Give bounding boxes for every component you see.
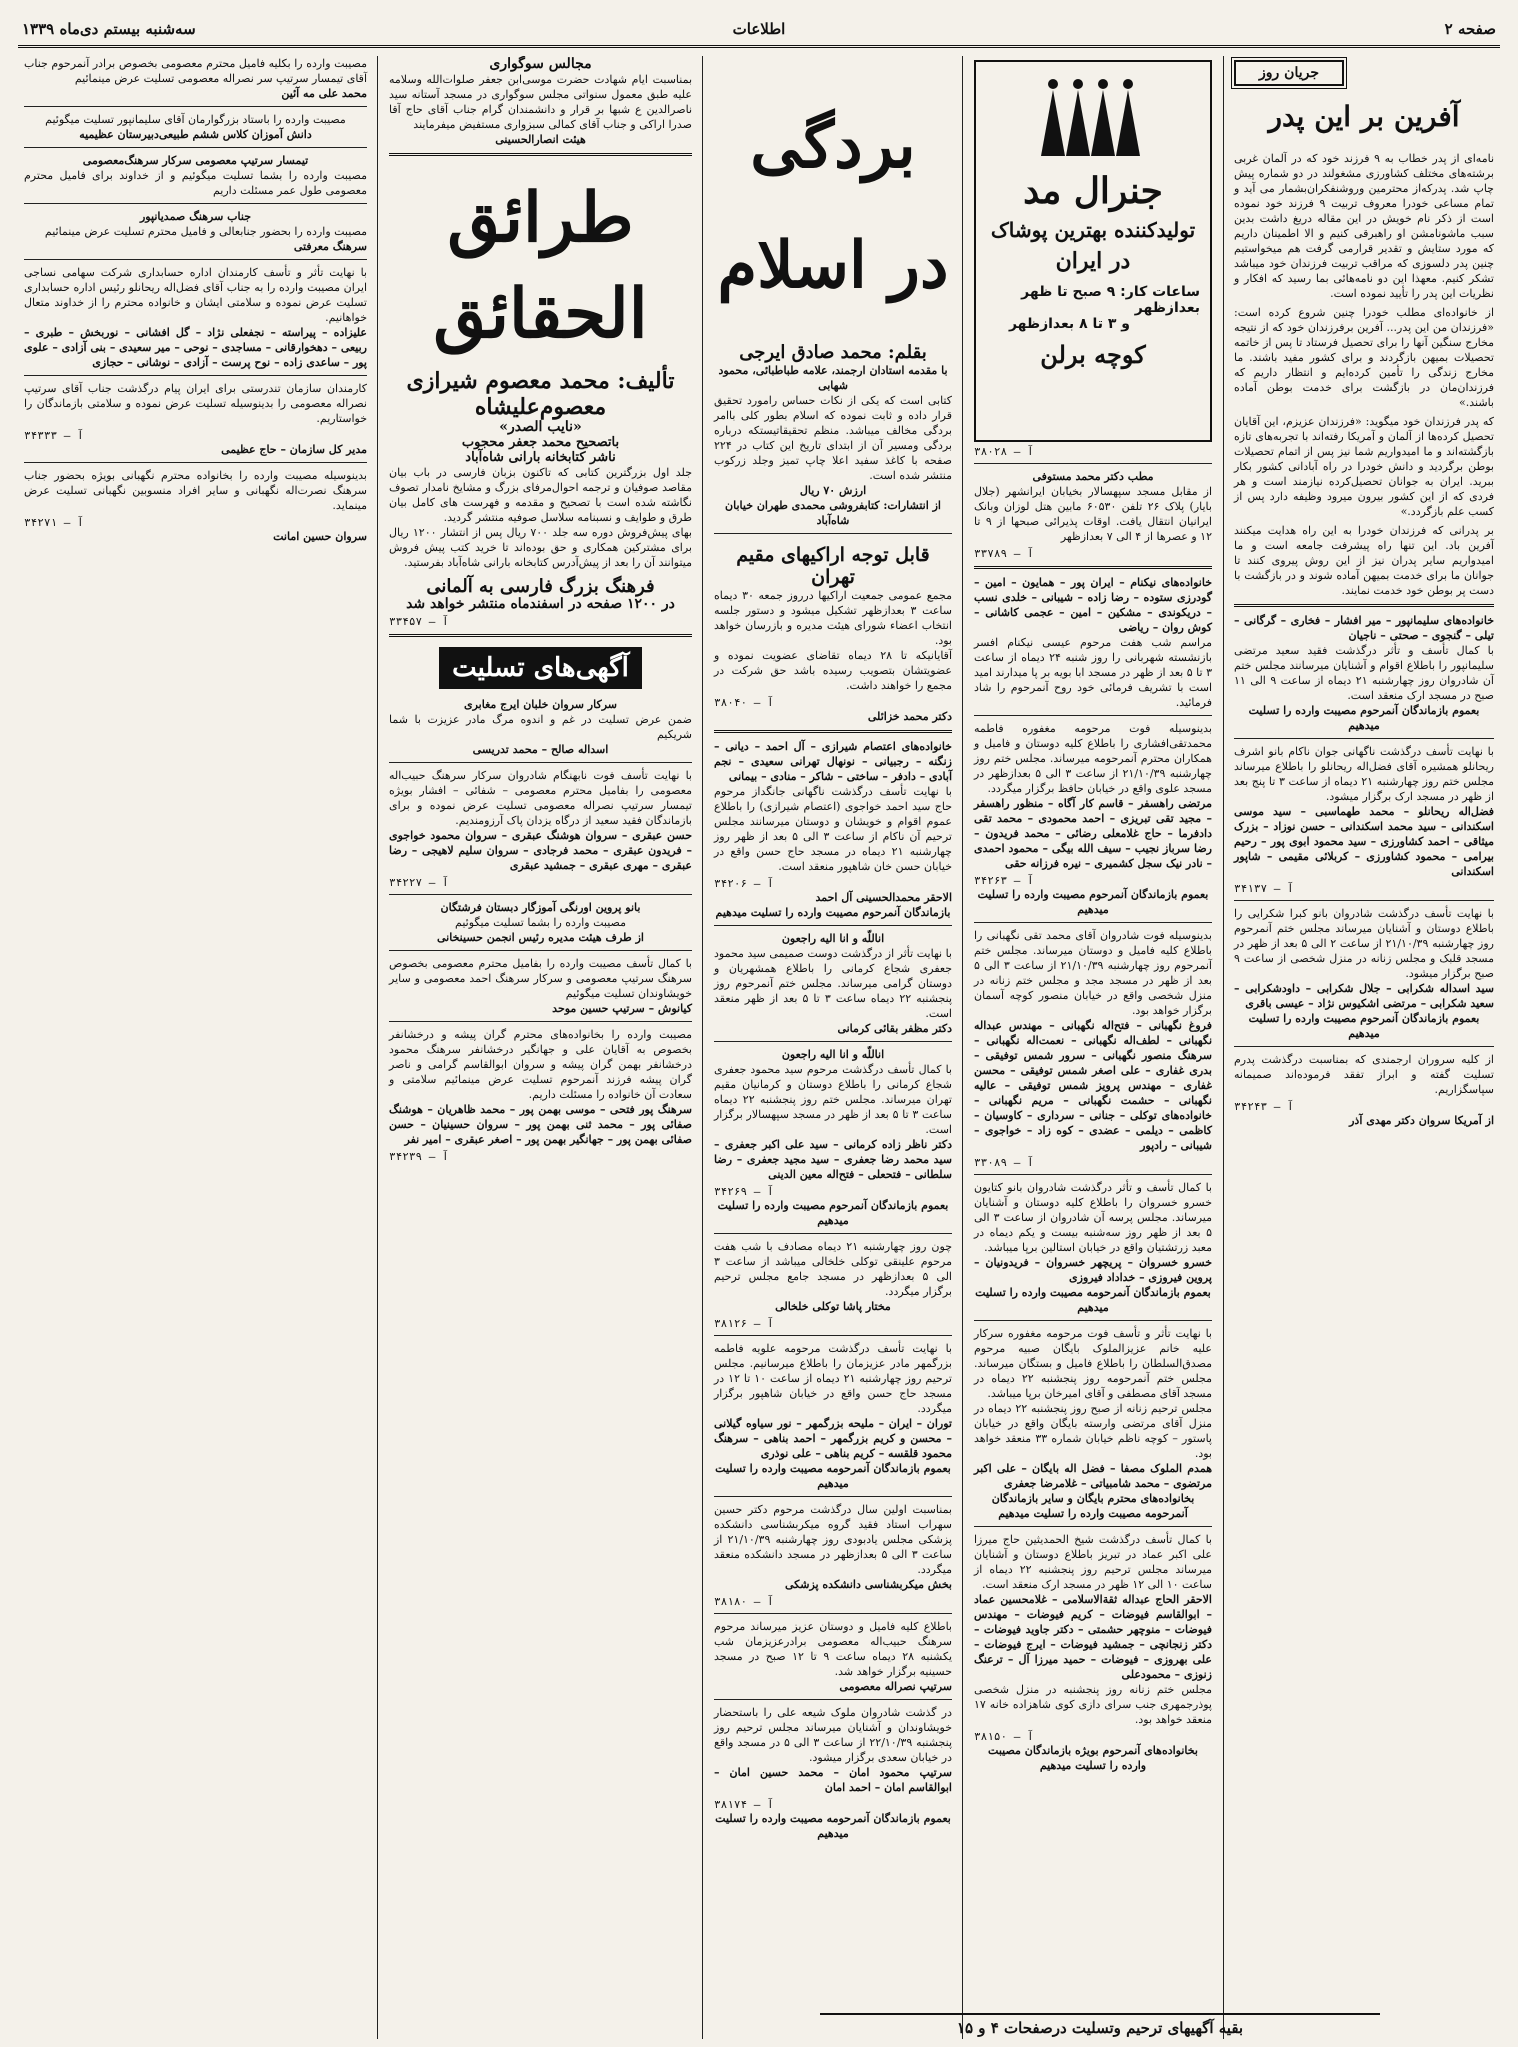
condolence-notice [974,928,1212,1169]
condolence-notice [24,56,367,101]
condolence-notice [974,721,1212,917]
condolence-notice [389,768,692,889]
book-description: کتابی است که یکی از نکات حساس رامورد تحقیق قرار داده و ثابت نموده که اسلام بطور کلی باامر بردگی مخالف میباشد. منظم تحقیقاتیستکه درباره بردگی ومسیر آن از ابتدای تاریخ این کتاب در ۲۲۴ صفحه با کاغذ سفید اعلا چاپ تمیز وجلد زرکوب منتشر شده است. [714,394,952,482]
ad-code: آ – ۳۴۲۶۳ [974,874,1034,887]
divider [24,462,367,463]
notice-sign: هیئت انصارالحسینی [495,133,586,146]
notice-sign: محمد علی مه آئین [281,87,367,100]
notice-text: بمناسبت ایام شهادت حضرت موسی‌ابن جعفر صلوات‌الله وسلامه علیه طبق معمول سنواتی مجلس سوگواری در مسجد آستانه سید ناصرالدین ع شبها بر قرار و دانشمندان گرام جناب آقای حاج آقا صدرا اراکی و جناب آقای کمالی سبزواری مستفیض میفرمایند [389,73,692,131]
ad-slogan: در ایران [1055,248,1131,274]
divider [714,1496,952,1497]
notice-sign: الاحقر محمدالحسینی آل احمد [815,891,952,904]
notice-names: خانواده‌های سلیمانپور – میر افشار – فخاری – گرگانی – تیلی – گنجوی – صحتی – ناجیان [1234,614,1494,642]
condolence-notice [1234,613,1494,733]
condolence-notice [24,381,367,457]
notice-footer: بازماندگان آنمرحوم مصیبت وارده را تسلیت میدهیم [715,906,951,919]
column-divider [962,56,963,2039]
ad-code: آ – ۳۸۱۲۶ [714,1317,774,1330]
condolence-notice [714,931,952,1036]
notice-heading: جناب سرهنگ صمدیانپور [140,210,251,223]
notice-text: مصیبت وارده را بشما تسلیت میگوئیم و از خداوند برای فامیل محترم معصومی طول عمر مسئلت داریم [24,169,367,197]
notice-footer: بعموم بازماندگان آنمرحومه مصیبت وارده را تسلیت میدهیم [715,1812,951,1840]
book-price: ارزش ۷۰ ریال [799,484,867,497]
notice-names: خانواده‌های اعتصام شیرازی – آل احمد – دیانی – زنگنه – رجبیانی – نونهال تهرانی سعیدی – نجم آبادی – دادفر – ساختی – شاکر – منادی – بیمانی [714,740,952,783]
notice-footer: بعموم بازماندگان آنمرحومه مصیبت وارده را تسلیت میدهیم [715,1462,951,1490]
notice-names: فضل‌اله ریحانلو – محمد طهماسبی – سید موسی اسکندانی – سید محمد اسکندانی – حسن نوزاد – بزرک میثاقی – احمد کشاورزی – سید محمود ابوی پور – رحیم بیرامی – محمود کشاورزی – کربلائی مقیمی – شاپور اسکندانی [1234,805,1494,878]
notice-names: همدم الملوک مصفا – فضل اله بایگان – علی اکبر مرتضوی – محمد شامبیاتی – غلامرضا جعفری [974,1462,1212,1490]
book-title: طرائق الحقائق [433,178,648,354]
divider [974,566,1212,569]
divider [714,925,952,926]
condolence-notice [974,1180,1212,1315]
notice-text: با نهایت تأسف فوت نابهنگام شادروان سرکار سرهنگ حبیب‌اله معصومی را بفامیل محترم معصومی – شفائی – افشار بویژه تیمسار سرتیپ نصراله معصومی تسلیت عرض نموده و برای بازماندگان فقید سعید از درگاه یزدان پاک آرزومندیم. [389,769,692,827]
notice-sign: از طرف هیئت مدیره رئیس انجمن حسینخانی [437,931,644,944]
condolence-notice [974,1532,1212,1773]
notice-sign: اسداله صالح – محمد تدریسی [472,743,609,756]
notice-text: مجلس ختم زنانه روز پنجشنبه در منزل شخصی پوذرجمهری جنب سرای دازی کوی شاهزاده خانه ۱۷ منعقد خواهد بود. [974,1683,1212,1726]
dictionary-title: فرهنگ بزرگ فارسی به آلمانی [426,576,655,597]
ad-code: آ – ۳۸۱۷۴ [714,1798,774,1811]
notice-text: ضمن عرض تسلیت در غم و اندوه مرگ مادر عزیزت با شما شریکیم [389,713,692,741]
general-mode-ad [974,60,1212,442]
article-paragraph: از خانواده‌ای مطلب خودرا چنین شروع کرده است: «فرزندان من این پدر... آفرین برفرزندان خود که از نتیجه مخارج سنگین آنها را برای تحصیل فرستاد تا پس از خاتمه تحصیلات بمیهن بازگردند و برای کشور مفید باشند. ما مخارج زندگی را تأمین کرده‌ایم و انتظار داریم که فرزندان‌مان در بازگشت برای خدمت بوطن آماده باشند.» [1234,306,1494,409]
page-header [18,18,1500,48]
divider [714,1335,952,1336]
notice-names: الاحقر الحاج عبداله ثقة‌الاسلامی – غلامحسین عماد – ابوالقاسم فیوضات – کریم فیوضات – مهندس فیوضات – منوچهر حشمتی – دکتر جاوید فیوضات – دکتر زنجانچی – جمشید فیوضات – ایرج فیوضات – علی بهروزی – فیوضات – حمید میرزا آل – ترعنگ زنوزی – محمودعلی [974,1593,1212,1681]
notice-text: با کمال تأسف درگذشت مرحوم سید محمود جعفری شجاع کرمانی را باطلاع دوستان و کرمانیان مقیم تهران میرساند. مجلس ختم روز پنجشنبه ۲۲ دیماه ساعت ۳ تا ۵ بعد از ظهر در مسجد سپهسالار برگزار است. [714,1063,952,1136]
notice-text: باطلاع کلیه فامیل و دوستان عزیز میرساند مرحوم سرهنگ حبیب‌اله معصومی برادرعزیزمان شب یکشنبه ۲۸ دیماه ساعت ۹ تا ۱۲ صبح در مسجد حسینیه برگزار خواهد شد. [714,1620,953,1678]
divider [389,153,692,156]
notice-heading: سرکار سروان خلبان ایرج مغابری [463,698,617,711]
divider [714,730,952,733]
notice-text: مصیبت وارده را بحضور جنابعالی و فامیل محترم تسلیت عرض مینمائیم [44,225,367,238]
column-ads-2 [708,56,958,2039]
book-intro: با مقدمه استادان ارجمند، علامه طباطبائی، محمود شهابی [718,364,948,392]
newspaper-page [18,0,1500,2047]
divider [389,950,692,951]
book-editor: باتصحیح محمد جعفر محجوب [461,435,620,450]
notice-text: با کمال تأسف و تأثر درگذشت شادروان بانو کتایون خسرو خسروان را باطلاع کلیه دوستان و آشنایان میرساند. مجلس پرسه آن شادروان از ساعت ۳ الی ۵ بعد از ظهر روز سه‌شنبه بیست و یکم دیماه در معبد زرتشتیان واقع در خیابان استالین برپا میباشد. [974,1181,1212,1254]
divider [714,1233,952,1234]
notice-sign: کیانوش – سرتیپ حسین موحد [552,1002,692,1015]
notice-text: آقایانیکه تا ۲۸ دیماه تقاضای عضویت نموده و عضویتشان بتصویب رسیده باشد حق شرکت در مجمع را خواهند داشت. [714,649,953,692]
notice-text: مجلس ترحیم زنانه از صبح روز پنجشنبه ۲۲ دیماه در منزل آقای مرتضی وارسته بایگان واقع در خیابان پاستور – کوچه ناظم خیابان شماره ۳۳ منعقد خواهد بود. [974,1402,1212,1460]
divider [714,1041,952,1042]
notice-names: علیزاده – پیراسته – نجفعلی نژاد – گل افشانی – نوربخش – طبری – ربیعی – دهخوارقانی – مساجدی – نوحی – میر سعیدی – بنی آزادی – علوی پور – ساعدی زاده – نوح پرست – آزادی – نوشانی – حجازی [24,326,367,369]
continuation-note: بقیه آگهیهای ترحیم وتسلیت درصفحات ۴ و ۱۵ [820,2013,1380,2037]
notice-text: با نهایت تأسف درگذشت ناگهانی جوان ناکام بانو اشرف ریحانلو همشیره آقای فضل‌اله ریحانلو را باطلاع میرساند مجلس ختم روز چهارشنبه ۲۱ دیماه از ساعت ۳ تا پنج بعد از ظهر در مسجد ارک برگزار میشود. [1234,745,1494,803]
notice-text: مصیبت وارده را بکلیه فامیل محترم معصومی بخصوص برادر آنمرحوم جناب آقای تیمسار سرتیپ سر نصراله معصومی تسلیت عرض مینمائیم [24,57,367,85]
condolence-section-header: آگهی‌های تسلیت [439,647,642,689]
notice-sign: سرهنگ معرفتی [293,240,367,253]
memorial-notice [714,1502,952,1608]
ad-code: آ – ۳۴۲۰۶ [714,877,774,890]
issue-date: سه‌شنبه بیستم دی‌ماه ۱۳۳۹ [22,20,196,38]
notice-text: بدینوسیله فوت مرحومه مغفوره فاطمه محمدتقی‌افشاری را باطلاع کلیه دوستان و فامیل و همکاران محترم آنمرحومه میرساند. مجلس ختم روز چهارشنبه ۲۱/۱۰/۳۹ از ساعت ۳ الی ۵ بعدازظهر در مسجد علوی واقع در خیابان حافظ برگزار میگردد. [974,722,1212,795]
notice-text: از مقابل مسجد سپهسالار بخیابان ایرانشهر (جلال بایار) پلاک ۲۶ تلفن ۶۰۵۳۰ مابین هتل لوزان وبانک ایرانیان انتقال یافت. اوقات پذیرائی صبحها از ۹ تا ۱۲ و عصرها از ۴ الی ۷ بعدازظهر [974,485,1212,543]
divider [24,147,367,148]
hours-value: و ۳ تا ۸ بعدازظهر [1008,316,1130,332]
divider [974,1174,1212,1175]
notice-text: مجمع عمومی جمعیت اراکیها درروز جمعه ۳۰ دیماه ساعت ۳ بعدازظهر تشکیل میشود و دستور جلسه انتخاب اعضاء شورای هیئت مدیره و بازرسان خواهد بود. [714,589,953,647]
ad-code: آ – ۳۳۴۵۷ [389,615,449,628]
ad-slogan: تولیدکننده بهترین پوشاک [990,218,1196,242]
notice-text: با نهایت تأسف درگذشت شادروان بانو کبرا شکرایی را باطلاع دوستان و آشنایان میرساند مجلس ختم آنمرحوم روز چهارشنبه ۲۱/۱۰/۳۹ از ساعت ۲ الی ۵ بعد از ظهر در مسجد قلبک و مجلس زنانه در منزل شخصی از ساعت ۹ صبح برگزار میشود. [1234,907,1494,980]
doctor-notice [974,469,1212,560]
notice-text: بدینوسیله فوت شادروان آقای محمد تقی نگهبانی را باطلاع کلیه فامیل و دوستان میرساند. مجلس ختم آنمرحوم روز چهارشنبه ۲۱/۱۰/۳۹ از ساعت ۳ الی ۵ بعد از ظهر در مسجد مجد و مجلس ختم زنانه در منزل شخصی واقع در خیابان منصور کوچه آسمان برگزار خواهد بود. [974,929,1212,1017]
thanks-notice [1234,1052,1494,1128]
notice-title: قابل توجه اراکیهای مقیم تهران [736,544,930,588]
notice-text: مصیبت وارده را بشما تسلیت میگوئیم [455,916,626,929]
notice-footer: بعموم بازماندگان آنمرحوم مصیبت وارده را تسلیت میدهیم [1248,704,1480,732]
notice-footer: بخانواده‌های آنمرحوم بویژه بازماندگان مصیبت وارده را تسلیت میدهیم [988,1744,1198,1772]
notice-sign: از آمریکا سروان دکتر مهدی آذر [1349,1114,1494,1127]
book-title: بردگی در اسلام [717,108,949,303]
notice-text: بمناسبت اولین سال درگذشت مرحوم دکتر حسین سهراب استاد فقید گروه میکربشناسی دانشکده پزشکی مجلس یادبودی روز چهارشنبه ۲۱/۱۰/۳۹ از ساعت ۳ الی ۵ بعدازظهر در مسجد دانشکده منعقد میگردد. [714,1503,952,1576]
notice-names: خسرو خسروان – پریچهر خسروان – فریدونیان – پروین فیروزی – خداداد فیروزی [974,1256,1212,1284]
notice-names: سرتیپ محمود امان – محمد حسین امان – ابوالقاسم امان – احمد امان [714,1766,952,1794]
ad-code: آ – ۳۸۰۴۰ [714,696,774,709]
ad-code: آ – ۳۴۲۳۹ [389,1150,449,1163]
article-title: آفرین بر این پدر [1268,100,1460,133]
page-number: صفحه ۲ [1444,20,1496,38]
notice-heading: بانو پروین اورنگی آموزگار دبستان فرشتگان [440,901,641,914]
notice-text: در گذشت شادروان ملوک شیعه علی را باستحضار خویشاوندان و آشنایان میرساند مجلس ترحیم روز پنجشنبه ۲۲/۱۰/۳۹ از ساعت ۳ الی ۵ در مسجد واقع در خیابان سعدی برگزار میشود. [714,1706,953,1764]
notice-text: با کمال تأسف مصیبت وارده را بفامیل محترم معصومی بخصوص سرهنگ سرتیپ معصومی و سرکار سرهنگ احمد معصومی و سایر خویشاوندان تسلیت میگوئیم [389,957,692,1000]
notice-title: مطب دکتر محمد مستوفی [1032,470,1154,483]
condolence-notice [24,153,367,198]
notice-names: خانواده‌های نیکنام – ایران پور – همایون – امین – گودرزی ستوده – رضا زاده – شیبانی – خلدی نسب – دریکوندی – مشکین – امین‌ – عجمی کاشانی – کوش روان – ریاضی [974,576,1212,634]
notice-text: مصیبت وارده را باستاد بزرگوارمان آقای سلیمانپور تسلیت میگوئیم [45,113,346,126]
book-description: بهای پیش‌فروش دوره سه جلد ۷۰۰ ریال پس از انتشار ۱۲۰۰ ریال برای مشترکین همکاری و حق بوده‌اند تا خرید کتب پیش فروش میتوانند آن را بعد از پیش‌آدرس کتابخانه بارانی شاه‌آباد بفرستید. [389,526,692,569]
book-publisher: از انتشارات: کتابفروشی محمدی طهران خیابان شاه‌آباد [725,499,941,527]
notice-text: بدینوسیله مصیبت وارده را بخانواده محترم نگهبانی بویژه بحضور جناب سرهنگ نصرت‌اله نگهبانی و سایر افراد منسوبین نگهبانی تسلیت عرض مینماید. [24,469,367,512]
working-hours [986,284,1200,332]
notice-text: با نهایت تأثر و تأسف فوت مرحومه مغفوره سرکار علیه خانم عزیزالملوک بایگان صبیه مرحوم مصدق‌السلطان را باطلاع فامیل و بستگان میرساند. مجلس ختم آنمرحومه روز پنجشنبه ۲۲ دیماه در مسجد آقای مصطفی و آقای امیرخان برپا میباشد. [974,1327,1212,1400]
notice-text: با کمال تأسف و تأثر درگذشت فقید سعید مرتضی سلیمانپور را باطلاع اقوام و آشنایان میرسانند مجلس ختم آن شادروان روز چهارشنبه ۲۱ دیماه از ساعت ۹ الی ۱۱ صبح در مسجد ارک منعقد است. [1234,644,1494,702]
notice-sign: سرتیپ نصراله معصومی [839,1680,952,1693]
notice-text: با نهایت تأثر از درگذشت دوست صمیمی سید محمود جعفری شجاع کرمانی را باطلاع همشهریان و دوستان گرامی میرساند. مجلس ختم آنمرحوم روز پنجشنبه ۲۲ دیماه ساعت ۳ تا ۵ بعد از ظهر منعقد است. [714,947,953,1020]
divider [389,634,692,637]
section-box: جریان روز [1234,60,1344,86]
hours-label: ساعات کار: [1120,284,1200,300]
column-ads-3 [383,56,698,2039]
divider [24,375,367,376]
book-author: تألیف: محمد معصوم شیرازی معصوم‌علیشاه [406,368,675,420]
divider [24,203,367,204]
brand-name: جنرال مد [1023,170,1163,212]
book-publisher: ناشر کتابخانه بارانی شاه‌آباد [465,450,616,465]
condolence-notice [24,209,367,254]
ad-code: آ – ۳۴۲۴۳ [1234,1100,1294,1113]
column-editorial [1228,56,1500,2039]
ad-code: آ – ۳۸۱۵۰ [974,1730,1034,1743]
notice-footer: بعموم بازماندگان آنمرحوم مصیبت وارده را تسلیت میدهیم [1248,1012,1480,1040]
condolence-notice [714,1239,952,1330]
notice-sign: بخش میکربشناسی دانشکده پزشکی [785,1578,952,1591]
divider [974,1526,1212,1527]
divider [974,1320,1212,1321]
article-paragraph: که پدر فرزندان خود میگوید: «فرزندان عزیزم، این آقایان تحصیل کرده‌ها از آلمان و آمریکا رفته‌اند با تجربه‌های تازه بازگشته‌اند و ما امیدواریم شما نیز پس از اتمام تحصیلات بوطن برگردید و دانش خودرا در راه آبادانی کشور بکار ببرید. ایران به جوانان تحصیل‌کرده نیازمند است و هر فردی که از این کشور بیرون میرود وظیفه دارد پس از کسب علم بازگردد.» [1234,415,1494,518]
divider [389,894,692,895]
column-ads-4 [18,56,373,2039]
condolence-notice [389,697,692,757]
book-description: جلد اول بزرگترین کتابی که تاکنون بزبان فارسی در باب بیان مقاصد صوفیان و ترجمه احوال‌مرفای بزرگ و مشایخ نامدار تصوف نگاشته شده است با تصحیح و مقدمه و فهرست های کامل بیان طرق و طوایف و نسبنامه سلاسل صوفیه منتشر گردید. [389,466,692,524]
notice-text: با نهایت تأسف درگذشت ناگهانی جانگداز مرحوم حاج سید احمد خواجوی (اعتصام شیرازی) را باطلاع عموم اقوام و خویشان و دوستان میرسانند مجلس ترحیم آن ناکام از ساعت ۳ الی ۵ بعد از ظهر روز چهارشنبه ۲۱ دیماه در مسجد حاج حسن واقع در خیابان حسن خان شاهپور منعقد است. [714,785,952,873]
notice-names: توران – ایران – ملیحه بزرگمهر – نور سیاوه گیلانی – محسن و کریم بزرگمهر – احمد بناهی – سرهنگ محمود قلقسه – کریم بناهی – علی نوذری [714,1417,952,1460]
notice-text: مراسم شب هفت مرحوم عیسی نیکنام افسر بازنشسته شهربانی را روز شنبه ۲۴ دیماه از ساعت ۳ تا ۵ بعد از ظهر در مسجد ابا بویه بر پا میدارند امید است با تشریف فرمائی خود روح آنمرحوم را شاد فرمائید. [974,636,1213,709]
divider [1234,900,1494,901]
divider [974,715,1212,716]
ad-code: آ – ۳۸۱۸۰ [714,1595,774,1608]
column-ads-1 [968,56,1218,2039]
divider [24,106,367,107]
ad-code: آ – ۳۴۱۳۷ [1234,882,1294,895]
column-divider [377,56,378,2039]
condolence-notice [389,956,692,1016]
condolence-notice [24,468,367,544]
ad-address: کوچه برلن [1040,340,1146,369]
notice-footer: بعموم بازماندگان آنمرحوم مصیبت وارده را تسلیت میدهیم [717,1199,949,1227]
notice-heading: تیمسار سرتیپ معصومی سرکار سرهنگ‌معصومی [82,154,309,167]
hours-value: ۹ صبح تا ظهر بعدازظهر [1021,284,1200,316]
notice-sign: دکتر محمد خزائلی [867,710,952,723]
column-divider [1223,56,1224,2039]
book-subtitle: «نایب الصدر» [499,419,582,435]
notice-names: دکتر ناظر زاده کرمانی – سید علی اکبر جعفری – سید محمد رضا جعفری – سید مجید جعفری – رضا سلطانی – فتحعلی – فتح‌اله معین الدینی [714,1138,952,1181]
notice-text: با نهایت تأسف درگذشت مرحومه علویه فاطمه بزرگمهر مادر عزیزمان را باطلاع میرسانیم. مجلس ترحیم روز چهارشنبه ۲۱ دیماه از ساعت ۱۰ تا ۱۲ در مسجد حاج حسن واقع در خیابان شاهپور برگزار میگردد. [714,1342,952,1415]
condolence-notice [714,1047,952,1228]
notice-sign: مدیر کل سازمان – حاج عظیمی [221,443,367,456]
divider [1234,604,1494,607]
notice-heading: اناللّه و انا الیه راجعون [781,932,885,945]
notice-names: سید اسداله شکرابی – جلال شکرابی – داودشکرابی – سعید شکرابی – مرتضی اشکیوس نژاد – عیسی باقری [1234,982,1494,1010]
divider [714,1613,952,1614]
ad-code: آ – ۳۳۰۸۹ [974,1156,1034,1169]
condolence-notice [1234,744,1494,895]
article-paragraph: بر پدرانی که فرزندان خودرا به این راه هدایت میکنند آفرین باد. این تنها راه پیشرفت جامعه است و ما امیدواریم سایر پدران نیز از این روش پیروی کنند تا جوانان ما برای خدمت بمیهن آماده شوند و در بازگشت با دست پر بوطن خود خدمت نمایند. [1234,524,1494,597]
notice-names: سرهنگ پور فتحی – موسی بهمن پور – محمد ظاهریان – هوشنگ صفائی پور – محمد ثنی بهمن پور – سروان حسینیان – حسن صفائی بهمن پور – جهانگیر بهمن پور – اصغر عبقری – امیر نفر [389,1103,692,1146]
notice-text: با نهایت تأثر و تأسف کارمندان اداره حسابداری شرکت سهامی نساجی ایران مصیبت وارده را به جناب آقای فضل‌اله ریحانلو رئیس اداره حسابداری تسلیت عرض نموده و سلامتی ایشان و خانواده محترم را از خداوند متعال خواهانیم. [24,266,367,324]
dress-logo-icon [1038,76,1148,166]
ad-code: آ – ۳۴۲۶۹ [714,1185,774,1198]
divider [389,762,692,763]
divider [974,922,1212,923]
ad-code: آ – ۳۴۳۳۳ [24,429,84,442]
condolence-notice [714,1619,952,1694]
newspaper-name: اطلاعات [732,20,786,38]
notice-names: فروغ نگهبانی – فتح‌اله نگهبانی – مهندس عبداله نگهبانی – لطف‌اله نگهبانی – نعمت‌اله نگهبانی – سرهنگ منصور نگهبانی – سرور شمس توفیقی – بدری غفاری – علی اصغر شمس توفیقی – محسن غفاری – مهندس پرویز شمس توفیقی – عالیه نگهبانی – حشمت نگهبانی – مریم نگهبانی – خانواده‌های توکلی – جنانی – سرداری – کاوسیان – کاظمی – دیلمی – عضدی – کوه زاد – خواجوی – شیبانی – رادپور [974,1019,1212,1152]
divider [1234,738,1494,739]
ad-code: آ – ۳۸۰۲۸ [974,445,1034,458]
notice-sign: دانش آموزان کلاس ششم طبیعی‌دبیرستان عظیمیه [79,128,312,141]
notice-footer: بخانواده‌های محترم بایگان و سایر بازماندگان آنمرحومه مصیبت وارده را تسلیت میدهیم [991,1492,1195,1520]
notice-text: مصیبت وارده را بخانواده‌های محترم گران پیشه و درخشانفر بخصوص به آقایان علی و جهانگیر درخشانفر سرهنگ محمود درخشانفر بهمن گران پیشه و سروان ابوالقاسم گرامی و ناصر گران پیشه فرزند آنمرحوم تسلیت عرض مینمائیم سلامتی و سعادت آن خانواده را مسئلت داریم. [389,1028,692,1101]
condolence-notice [24,265,367,370]
condolence-notice [24,112,367,142]
notice-text: با کمال تأسف درگذشت شیخ الحمدیثین حاج میرزا علی اکبر عماد در تبریز باطلاع دوستان و آشنایان میرساند مجلس ترحیم روز پنجشنبه ۲۲ دیماه از ساعت ۱۰ الی ۱۲ ظهر در مسجد ارک منعقد است. [974,1533,1212,1591]
book-author: بقلم: محمد صادق ایرجی [739,342,927,363]
divider [714,1699,952,1700]
divider [389,1021,692,1022]
notice-sign: دکتر مظفر بقائی کرمانی [837,1022,952,1035]
notice-text: کارمندان سازمان تندرستی برای ایران پیام درگذشت جناب آقای سرتیپ نصراله معصومی را بدینوسیله تسلیت عرض نموده و سلامتی بازماندگان را خواستاریم. [24,382,367,425]
notice-footer: بعموم بازماندگان آنمرحوم مصیبت وارده را تسلیت میدهیم [977,888,1209,916]
condolence-notice [389,900,692,945]
condolence-notice [389,1027,692,1163]
notice-names: مرتضی راهسفر – قاسم کار آگاه – منظور راهسفر – مجید تقی تبریزی – احمد محمودی – محمد تقی دادفرما – حاج غلامعلی رضائی – محمد فریدون – رضا سرباز نجیب – سیف الله بیگی – محمود احمدی – نادر نیک سجل کشمیری – نیره فرزانه حقی [974,797,1212,870]
condolence-notice [974,575,1212,710]
ad-code: آ – ۳۴۲۲۷ [389,876,449,889]
notice-text: از کلیه سروران ارجمندی که بمناسبت درگذشت پدرم تسلیت گفته و ابراز تفقد فرموده‌اند صمیمانه سپاسگزاریم. [1234,1053,1494,1096]
notice-footer: بعموم بازماندگان آنمرحومه مصیبت وارده را تسلیت میدهیم [975,1286,1211,1314]
notice-heading: اناللّه و انا الیه راجعون [781,1048,885,1061]
condolence-notice [714,1341,952,1491]
divider [1234,1046,1494,1047]
notice-sign: سروان حسین امانت [273,530,367,543]
ad-code: آ – ۳۴۲۷۱ [24,516,84,529]
condolence-notice [714,739,952,920]
dictionary-subtitle: در ۱۲۰۰ صفحه در اسفندماه منتشر خواهد شد [406,596,675,612]
divider [714,533,952,534]
divider [974,463,1212,464]
condolence-notice [974,1326,1212,1521]
condolence-notice [1234,906,1494,1041]
notice-text: چون روز چهارشنبه ۲۱ دیماه مصادف با شب هفت مرحوم علینقی توکلی خلخالی میباشد از ساعت ۳ الی ۵ بعدازظهر در مسجد جامع مجلس ترحیم برگزار میگردد. [714,1240,952,1298]
divider [24,259,367,260]
notice-sign: مختار پاشا توکلی خلخالی [775,1300,891,1313]
article-paragraph: نامه‌ای از پدر خطاب به ۹ فرزند خود که در آلمان غربی برشته‌های مختلف کشاورزی مشغولند در دو شماره پیش چاپ شد. پدرکه‌از محترمین وروشنفکران‌بشمار می آید و تمام مساعی خودرا معروف تربیت ۹ فرزند خود نموده است از ذکر نام خویش در این مقاله دریغ داشت بدین سبب ماشونامشن او راهبرقی کنیم و الا اطمینان داریم که مورد ستایش و تقدیر قرارمی گرفت هم میخواستیم چنین پدر دلسوزی که مراقب تربیت فرزندان خود میباشد تشکر کنیم. معهذا این دو نامه‌هائی بما رسید که افکار و نظریات این پدر را تأیید نموده است. [1234,152,1495,300]
condolence-notice [714,1705,952,1841]
section-title: مجالس سوگواری [489,56,592,72]
notice-names: حسن عبقری – سروان هوشنگ عبقری – سروان محمود خواجوی – فریدون عبقری – محمد فرجادی – سروان سلیم لاهیجی – رضا عبقری – مهری عبقری – جمشید عبقری [389,829,692,872]
ad-code: آ – ۳۳۷۸۹ [974,547,1034,560]
column-divider [702,56,703,2039]
